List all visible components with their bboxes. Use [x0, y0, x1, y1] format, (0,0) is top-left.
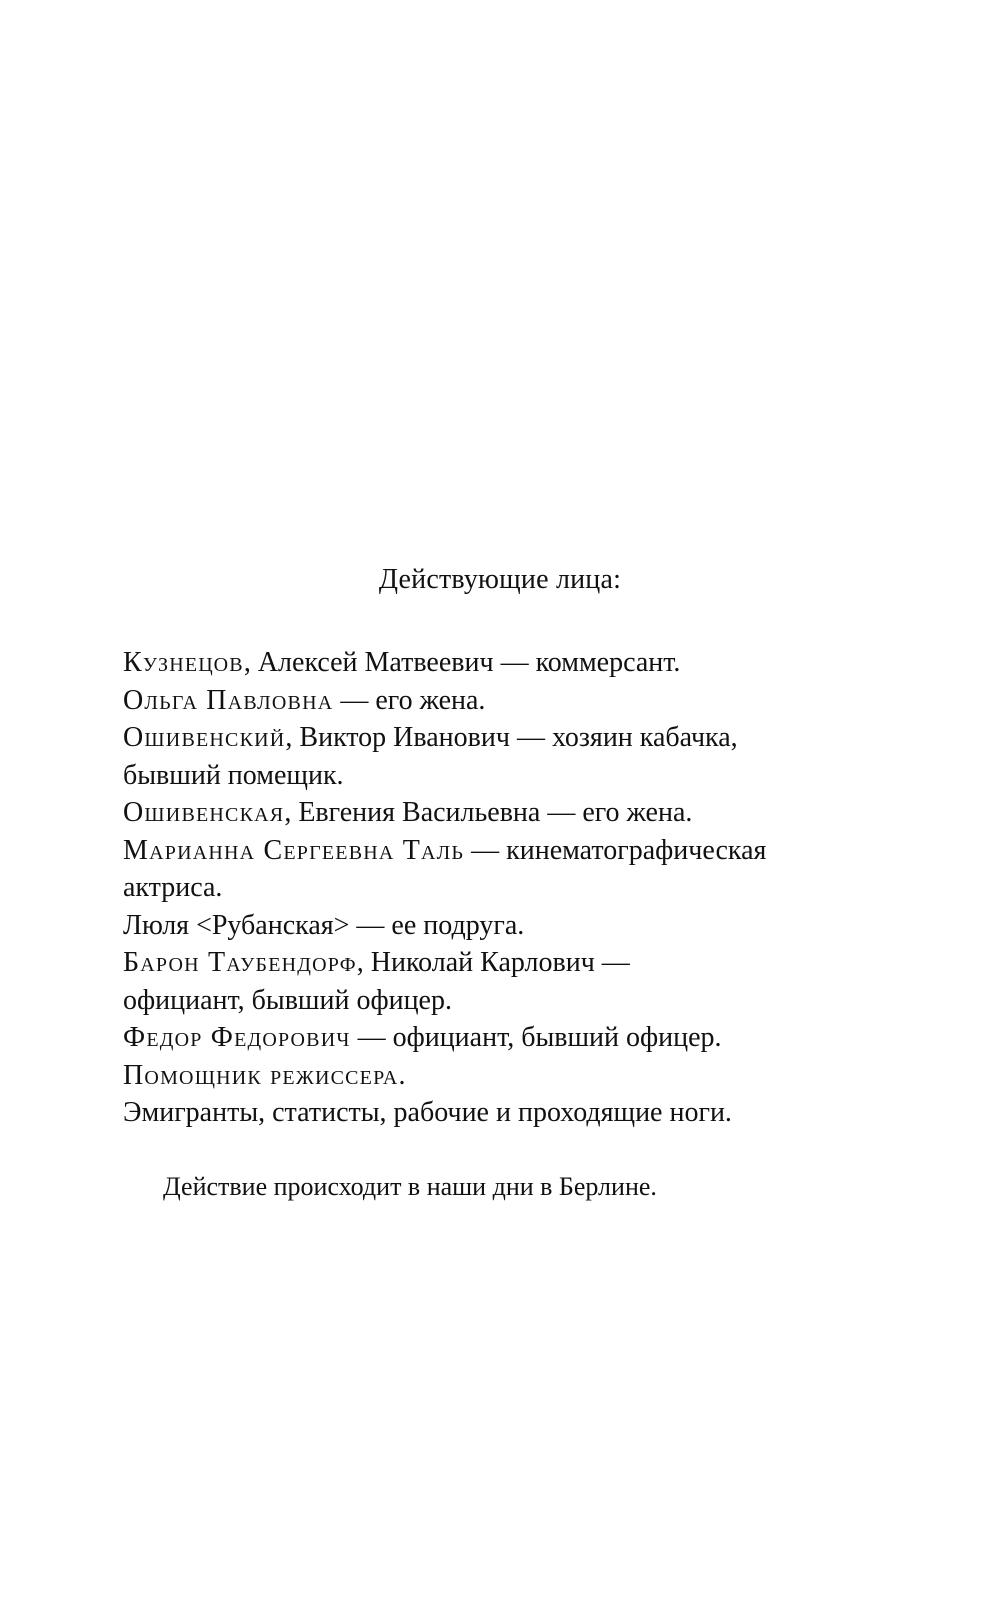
character-name: Ошивенская	[123, 797, 285, 828]
cast-list	[123, 644, 863, 1132]
character-name: Ольга Павловна	[123, 684, 334, 716]
character-name: Марианна Сергеевна Таль	[123, 834, 465, 866]
cast-line	[123, 907, 863, 945]
character-description: , Виктор Иванович — хозяин кабачка,	[285, 722, 738, 753]
character-name: Федор Федорович	[123, 1022, 351, 1053]
character-description: Эмигранты, статисты, рабочие и проходящие ноги.	[123, 1097, 732, 1128]
character-description: официант, бывший офицер.	[123, 984, 452, 1016]
character-description: , Евгения Васильевна — его жена.	[284, 797, 693, 828]
character-description: , Николай Карлович —	[356, 947, 630, 978]
character-description: актриса.	[123, 872, 223, 903]
character-name: Ошивенский	[123, 722, 286, 753]
cast-heading: Действующие лица:	[378, 564, 622, 595]
cast-line	[123, 982, 863, 1020]
character-description: — его жена.	[333, 684, 486, 716]
cast-line	[123, 682, 863, 720]
cast-line	[123, 644, 863, 682]
cast-line	[123, 1057, 863, 1095]
character-name: Кузнецов	[123, 647, 244, 678]
character-name: Помощник режиссера.	[123, 1059, 407, 1091]
cast-line	[123, 1019, 863, 1057]
cast-line	[123, 944, 863, 982]
cast-line	[123, 832, 863, 870]
character-description: , Алексей Матвеевич — коммерсант.	[243, 647, 681, 678]
character-description: — официант, бывший офицер.	[350, 1022, 722, 1053]
cast-line	[123, 719, 863, 757]
character-name: Барон Таубендорф	[123, 947, 357, 978]
character-description: бывший помещик.	[123, 759, 344, 791]
cast-line	[123, 794, 863, 832]
cast-line	[123, 757, 863, 795]
setting-note: Действие происходит в наши дни в Берлине.	[163, 1172, 657, 1201]
cast-line	[123, 869, 863, 907]
character-description: — кинематографическая	[464, 834, 767, 866]
cast-line	[123, 1094, 863, 1132]
character-description: Люля <Рубанская> — ее подруга.	[123, 909, 525, 941]
